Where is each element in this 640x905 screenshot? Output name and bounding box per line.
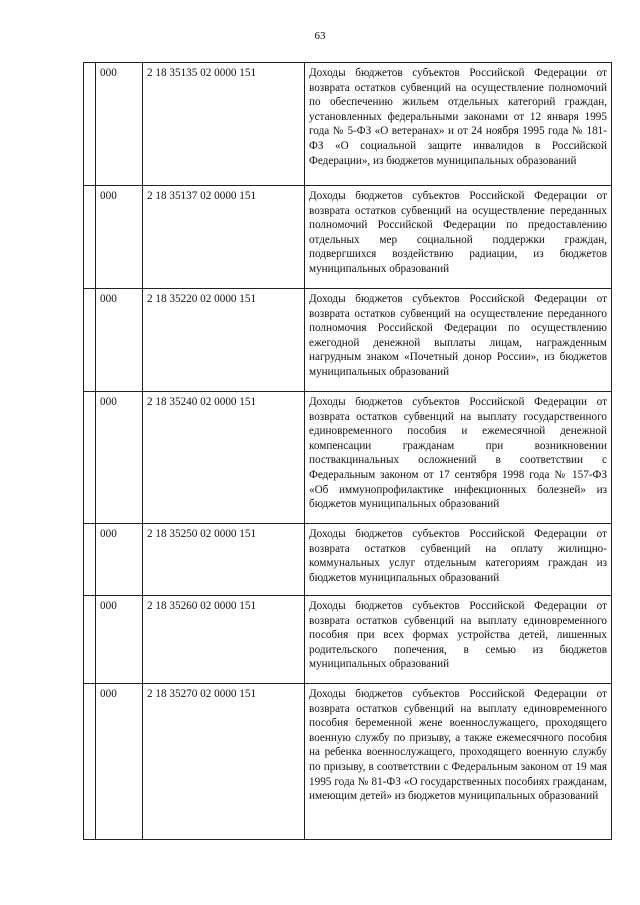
- admin-code-cell: 000: [96, 524, 143, 596]
- revenue-name-cell: Доходы бюджетов субъектов Российской Федерации от возврата остатков субвенций на осуществление полномочий по обеспечению жильем отдельных категорий граждан, установленных федеральными законами от 12 января 1995 года № 5-ФЗ «О ветеранах» и от 24 ноября 1995 года № 181-ФЗ «О социальной защите инвалидов в Российской Федерации», из бюджетов муниципальных образований: [305, 63, 612, 186]
- table-row: [84, 289, 612, 392]
- revenue-name-cell: Доходы бюджетов субъектов Российской Федерации от возврата остатков субвенций на осуществление переданных полномочий Российской Федерации по предоставлению отдельных мер социальной поддержки граждан, подвергшихся воздействию радиации, из бюджетов муниципальных образований: [305, 186, 612, 289]
- kbk-code-cell: 2 18 35135 02 0000 151: [143, 63, 305, 186]
- admin-code-cell: 000: [96, 596, 143, 684]
- kbk-code-cell: 2 18 35250 02 0000 151: [143, 524, 305, 596]
- blank-cell: [84, 289, 96, 392]
- blank-cell: [84, 186, 96, 289]
- table-row: [84, 392, 612, 524]
- blank-cell: [84, 392, 96, 524]
- blank-cell: [84, 63, 96, 186]
- table-row: [84, 596, 612, 684]
- kbk-code-cell: 2 18 35137 02 0000 151: [143, 186, 305, 289]
- kbk-code-cell: 2 18 35270 02 0000 151: [143, 684, 305, 840]
- revenue-name-cell: Доходы бюджетов субъектов Российской Федерации от возврата остатков субвенций на оплату жилищно-коммунальных услуг отдельным категориям граждан из бюджетов муниципальных образований: [305, 524, 612, 596]
- admin-code-cell: 000: [96, 392, 143, 524]
- admin-code-cell: 000: [96, 684, 143, 840]
- admin-code-cell: 000: [96, 186, 143, 289]
- blank-cell: [84, 524, 96, 596]
- table-row: [84, 186, 612, 289]
- revenue-name-cell: Доходы бюджетов субъектов Российской Федерации от возврата остатков субвенций на выплату государственного единовременного пособия и ежемесячной денежной компенсации гражданам при возникновении поствакцинальных осложнений в соответствии с Федеральным законом от 17 сентября 1998 года № 157-ФЗ «Об иммунопрофилактике инфекционных болезней» из бюджетов муниципальных образований: [305, 392, 612, 524]
- page-number: 63: [314, 30, 326, 42]
- kbk-code-cell: 2 18 35240 02 0000 151: [143, 392, 305, 524]
- revenue-name-cell: Доходы бюджетов субъектов Российской Федерации от возврата остатков субвенций на выплату единовременного пособия при всех формах устройства детей, лишенных родительского попечения, в семью из бюджетов муниципальных образований: [305, 596, 612, 684]
- kbk-code-cell: 2 18 35260 02 0000 151: [143, 596, 305, 684]
- blank-cell: [84, 684, 96, 840]
- budget-revenue-table: [83, 62, 612, 840]
- admin-code-cell: 000: [96, 289, 143, 392]
- revenue-name-cell: Доходы бюджетов субъектов Российской Федерации от возврата остатков субвенций на осуществление переданного полномочия Российской Федерации по осуществлению ежегодной денежной выплаты лицам, награжденным нагрудным знаком «Почетный донор России», из бюджетов муниципальных образований: [305, 289, 612, 392]
- table-row: [84, 524, 612, 596]
- table-row: [84, 63, 612, 186]
- blank-cell: [84, 596, 96, 684]
- table-row: [84, 684, 612, 840]
- revenue-name-cell: Доходы бюджетов субъектов Российской Федерации от возврата остатков субвенций на выплату единовременного пособия беременной жене военнослужащего, проходящего военную службу по призыву, а также ежемесячного пособия на ребенка военнослужащего, проходящего военную службу по призыву, в соответствии с Федеральным законом от 19 мая 1995 года № 81-ФЗ «О государственных пособиях гражданам, имеющим детей» из бюджетов муниципальных образований: [305, 684, 612, 840]
- admin-code-cell: 000: [96, 63, 143, 186]
- kbk-code-cell: 2 18 35220 02 0000 151: [143, 289, 305, 392]
